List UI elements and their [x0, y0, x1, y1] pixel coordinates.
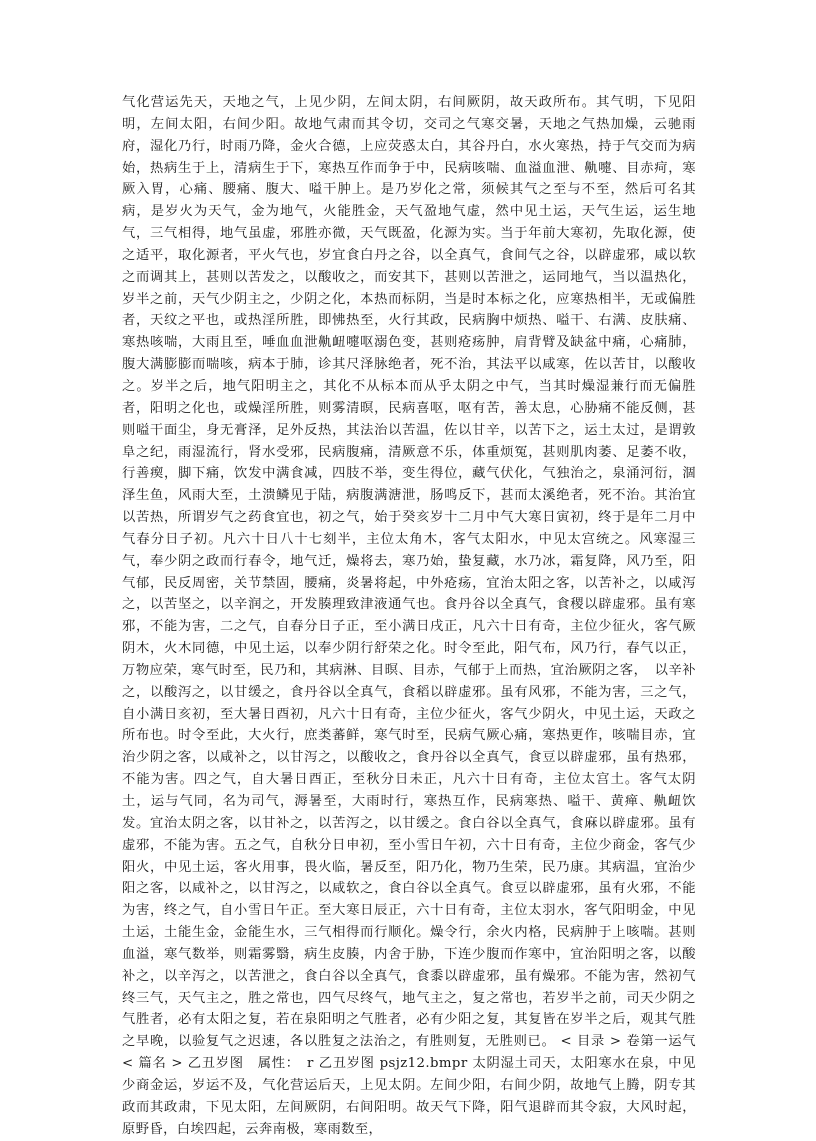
- document-page: [122, 92, 696, 1141]
- body-text: 气化营运先天，天地之气，上见少阴，左间太阴，右间厥阴，故天政所布。其气明，下见阳明，左间太阳，右间少阳。故地气肃而其令切，交司之气寒交暑，天地之气热加燥，云驰雨府，湿化乃行，时雨乃降，金火合德，上应荧惑太白，其谷丹白，水火寒热，持于气交而为病始，热病生于上，清病生于下，寒热互作而争于中，民病咳喘、血溢血泄、鼽嚏、目赤疴，寒厥入胃，心痛、腰痛、腹大、嗌干肿上。是乃岁化之常，须候其气之至与不至，然后可名其病，是岁火为天气，金为地气，火能胜金，天气盈地气虚，然中见土运，天气生运，运生地气，三气相得，地气虽虚，邪胜亦微，天气既盈，化源为实。当于年前大寒初，先取化源，使之适平，取化源者，平火气也，岁宜食白丹之谷，以全真气，食间气之谷，以辟虚邪，咸以软之而调其上，甚则以苦发之，以酸收之，而安其下，甚则以苦泄之，运同地气，当以温热化，岁半之前，天气少阴主之，少阴之化，本热而标阴，当是时本标之化，应寒热相半，无或偏胜者，天纹之平也，或热淫所胜，即怫热至，火行其政，民病胸中烦热、嗌干、右满、皮肤痛、寒热咳喘，大雨且至，唾血血泄鼽衄嚏呕溺色变，甚则疮疡肿，肩背臂及缺盆中痛，心痛肺，腹大满膨膨而喘咳，病本于肺，诊其尺泽脉绝者，死不治，其法平以咸寒，佐以苦甘，以酸收之。岁半之后，地气阳明主之，其化不从标本而从乎太阴之中气，当其时燥湿兼行而无偏胜者，阳明之化也，或燥淫所胜，则雾清暝，民病喜呕，呕有苦，善太息，心胁痛不能反侧，甚则嗌干面尘，身无膏泽，足外反热，其法治以苦温，佐以甘辛，以苦下之，运土太过，是谓敦阜之纪，雨湿流行，肾水受邪，民病腹痛，清厥意不乐，体重烦冤，甚则肌肉萎、足萎不收，行善瘈，脚下痛，饮发中满食减，四肢不举，变生得位，藏气伏化，气独治之，泉涌河衍，涸泽生鱼，风雨大至，土溃鳞见于陆，病腹满溏泄，肠鸣反下，甚而太溪绝者，死不治。其治宜以苦热，所谓岁气之药食宜也，初之气，始于癸亥岁十二月中气大寒日寅初，终于是年二月中气春分日子初。凡六十日八十七刻半，主位太角木，客气太阳水，中见太宫统之。风寒湿三气，奉少阴之政而行春令，地气迁，燥将去，寒乃始，蛰复藏，水乃冰，霜复降，风乃至，阳气郁，民反周密，关节禁固，腰痛，炎暑将起，中外疮疡，宜治太阳之客，以苦补之，以咸泻之，以苦坚之，以辛润之，开发腠理致津液通气也。食丹谷以全真气，食稷以辟虚邪。虽有寒邪，不能为害，二之气，自春分日子正，至小满日戌正，凡六十日有奇，主位少征火，客气厥阴木，火木同德，中见土运，以奉少阴行舒荣之化。时令至此，阳气布，风乃行，春气以正，万物应荣，寒气时至，民乃和，其病淋、目暝、目赤，气郁于上而热，宜治厥阴之客， 以辛补之，以酸泻之，以甘缓之，食丹谷以全真气，食稻以辟虚邪。虽有风邪，不能为害，三之气，自小满日亥初，至大暑日酉初，凡六十日有奇，主位少征火，客气少阴火，中见土运，天政之所布也。时令至此，大火行，庶类蕃鲜，寒气时至，民病气厥心痛，寒热更作，咳喘目赤，宜治少阴之客，以咸补之，以甘泻之，以酸收之，食丹谷以全真气，食豆以辟虚邪，虽有热邪，不能为害。四之气，自大暑日酉正，至秋分日未正，凡六十日有奇，主位太宫土。客气太阴土，运与气同，名为司气，溽暑至，大雨时行，寒热互作，民病寒热、嗌干、黄瘅、鼽衄饮发。宜治太阴之客，以甘补之，以苦泻之，以甘缓之。食白谷以全真气，食麻以辟虚邪。虽有虚邪，不能为害。五之气，自秋分日申初，至小雪日午初，六十日有奇，主位少商金，客气少阳火，中见土运，客火用事，畏火临，暑反至，阳乃化，物乃生荣，民乃康。其病温，宜治少阳之客，以咸补之，以甘泻之，以咸软之，食白谷以全真气。食豆以辟虚邪，虽有火邪，不能为害，终之气，自小雪日午正。至大寒日辰正，六十日有奇，主位太羽水，客气阳明金，中见土运，土能生金，金能生水，三气相得而行顺化。燥令行，余火内格，民病肿于上咳喘。甚则血溢，寒气数举，则霜雾翳，病生皮腠，内舍于胁，下连少腹而作寒中，宜治阳明之客，以酸补之，以辛泻之，以苦泄之，食白谷以全真气，食黍以辟虚邪，虽有燥邪。不能为害，然初气终三气，天气主之，胜之常也，四气尽终气，地气主之，复之常也，若岁半之前，司天少阴之气胜者，必有太阳之复，若在泉阳明之气胜者，必有少阳之复，其复皆在岁半之后，观其气胜之早晚，以验复气之迟速，各以胜复之法治之，有胜则复，无胜则已。 < 目录 > 卷第一运气 < 篇名 > 乙丑岁图 属性： r 乙丑岁图 psjz12.bmpr 太阴湿土司天，太阳寒水在泉，中见少商金运，岁运不及，气化营运后天，上见太阴。左间少阳，右间少阴，故地气上腾，阴专其政而其政肃，下见太阳，左间厥阴，右间阳明。故天气下降，阳气退辟而其令寂，大风时起，原野昏，白埃四起，云奔南极，寒雨数至，: [122, 95, 696, 1137]
